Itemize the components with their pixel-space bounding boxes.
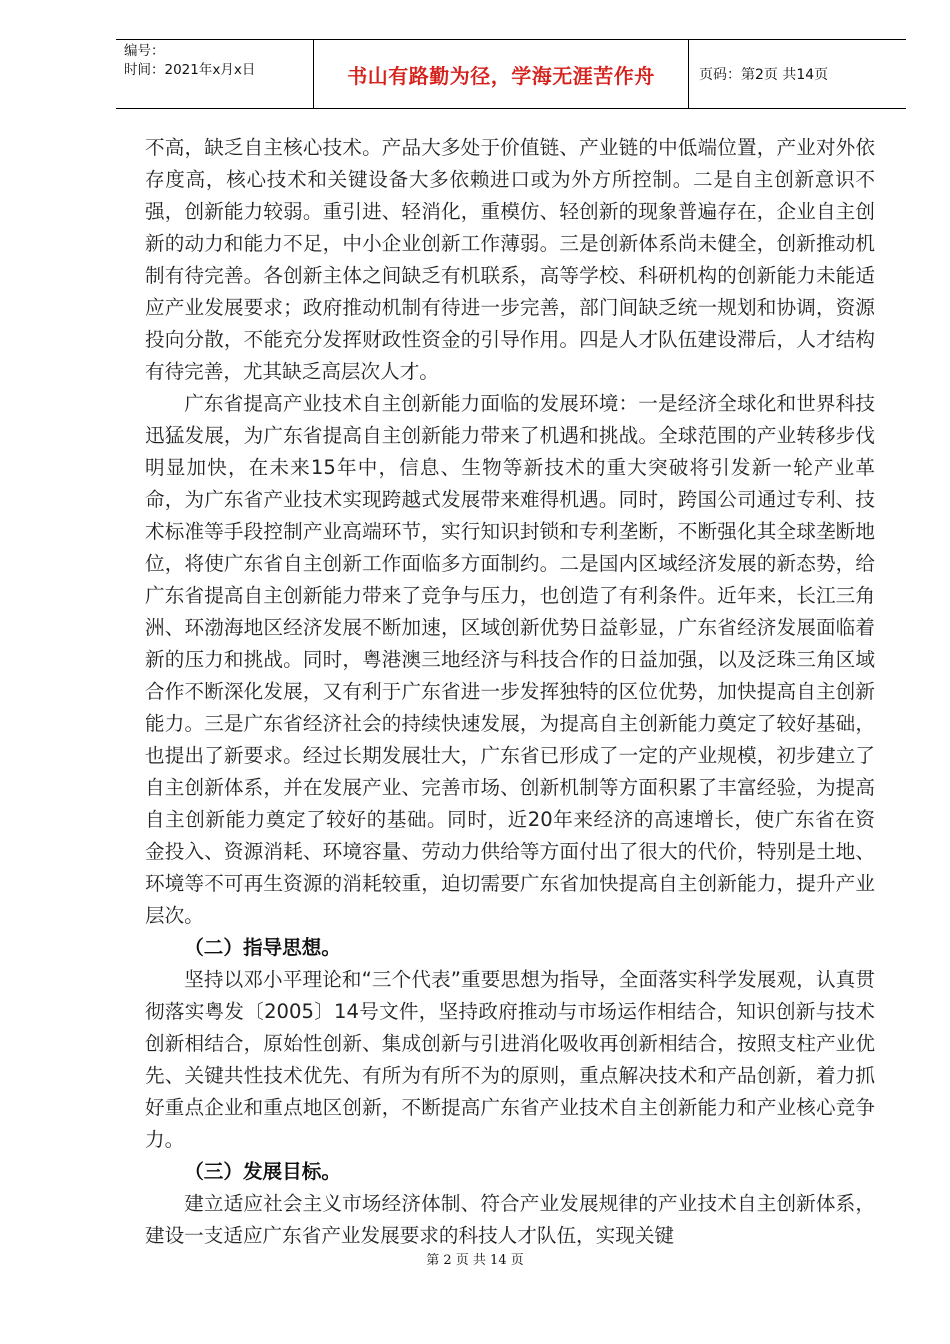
page-header	[116, 39, 906, 109]
document-body	[145, 132, 875, 1252]
paragraph-goals: 建立适应社会主义市场经济体制、符合产业发展规律的产业技术自主创新体系，建设一支适应广东省产业发展要求的科技人才队伍，实现关键	[145, 1192, 875, 1247]
paragraph-guiding-thought: 坚持以邓小平理论和“三个代表”重要思想为指导，全面落实科学发展观，认真贯彻落实粤发〔2005〕14号文件，坚持政府推动与市场运作相结合，知识创新与技术创新相结合，原始性创新、集成创新与引进消化吸收再创新相结合，按照支柱产业优先、关键共性技术优先、有所为有所不为的原则，重点解决技术和产品创新，着力抓好重点企业和重点地区创新，不断提高广东省产业技术自主创新能力和产业核心竞争力。	[145, 968, 875, 1151]
header-page-info: 页码：第2页 共14页	[699, 67, 829, 83]
document-number-label: 编号：	[124, 43, 165, 59]
page-footer: 第 2 页 共 14 页	[426, 1253, 524, 1268]
paragraph-continued: 不高，缺乏自主核心技术。产品大多处于价值链、产业链的中低端位置，产业对外依存度高，核心技术和关键设备大多依赖进口或为外方所控制。二是自主创新意识不强，创新能力较弱。重引进、轻消化，重模仿、轻创新的现象普遍存在，企业自主创新的动力和能力不足，中小企业创新工作薄弱。三是创新体系尚未健全，创新推动机制有待完善。各创新主体之间缺乏有机联系，高等学校、科研机构的创新能力未能适应产业发展要求；政府推动机制有待进一步完善，部门间缺乏统一规划和协调，资源投向分散，不能充分发挥财政性资金的引导作用。四是人才队伍建设滞后，人才结构有待完善，尤其缺乏高层次人才。	[145, 136, 875, 383]
document-time-label: 时间：2021年x月x日	[124, 62, 256, 78]
section-heading-guiding-thought: （二）指导思想。	[184, 936, 341, 959]
section-heading-goals: （三）发展目标。	[184, 1160, 341, 1183]
paragraph-environment: 广东省提高产业技术自主创新能力面临的发展环境：一是经济全球化和世界科技迅猛发展，为广东省提高自主创新能力带来了机遇和挑战。全球范围的产业转移步伐明显加快，在未来15年中，信息、生物等新技术的重大突破将引发新一轮产业革命，为广东省产业技术实现跨越式发展带来难得机遇。同时，跨国公司通过专利、技术标准等手段控制产业高端环节，实行知识封锁和专利垄断，不断强化其全球垄断地位，将使广东省自主创新工作面临多方面制约。二是国内区域经济发展的新态势，给广东省提高自主创新能力带来了竞争与压力，也创造了有利条件。近年来，长江三角洲、环渤海地区经济发展不断加速，区域创新优势日益彰显，广东省经济发展面临着新的压力和挑战。同时，粤港澳三地经济与科技合作的日益加强，以及泛珠三角区域合作不断深化发展，又有利于广东省进一步发挥独特的区位优势，加快提高自主创新能力。三是广东省经济社会的持续快速发展，为提高自主创新能力奠定了较好基础，也提出了新要求。经过长期发展壮大，广东省已形成了一定的产业规模，初步建立了自主创新体系，并在发展产业、完善市场、创新机制等方面积累了丰富经验，为提高自主创新能力奠定了较好的基础。同时，近20年来经济的高速增长，使广东省在资金投入、资源消耗、环境容量、劳动力供给等方面付出了很大的代价，特别是土地、环境等不可再生资源的消耗较重，迫切需要广东省加快提高自主创新能力，提升产业层次。	[145, 392, 875, 927]
header-meta	[116, 40, 314, 108]
header-motto: 书山有路勤为径，学海无涯苦作舟	[314, 40, 689, 108]
